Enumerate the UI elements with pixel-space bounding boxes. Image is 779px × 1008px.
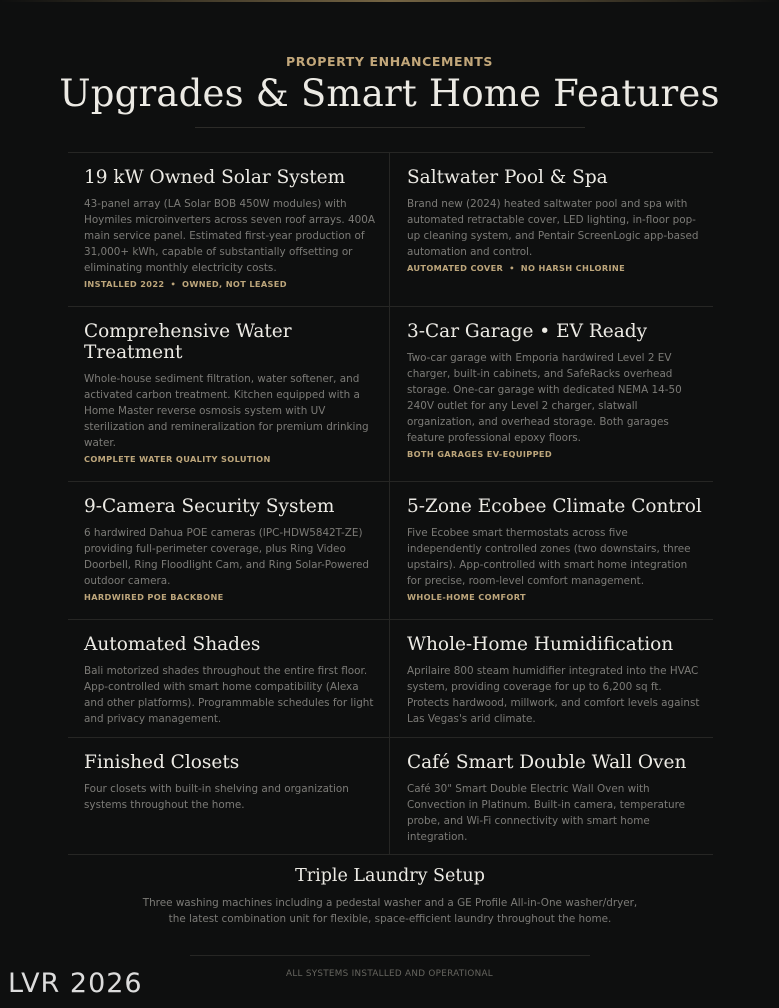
features-row — [68, 620, 713, 738]
feature-description: Café 30" Smart Double Electric Wall Oven with Convection in Platinum. Built-in camera, temperature probe, and Wi-Fi connectivity with smart home integration. — [407, 783, 686, 843]
features-grid — [68, 152, 713, 855]
feature-description: Four closets with built-in shelving and organization systems throughout the home. — [84, 783, 349, 811]
feature-tag — [84, 279, 375, 289]
feature-title: Saltwater Pool & Spa — [407, 167, 608, 188]
tag-separator: • — [170, 279, 177, 289]
watermark: LVR 2026 — [8, 968, 143, 999]
tag-separator: • — [509, 263, 515, 273]
feature-card-closets — [68, 738, 390, 854]
feature-description: Whole-house sediment filtration, water softener, and activated carbon treatment. Kitchen equipped with a Home Master reverse osmosis system with UV sterilization and remineralization for premium drinking water. — [84, 373, 369, 449]
feature-card-humidification — [390, 620, 713, 737]
features-row — [68, 307, 713, 482]
feature-title: Triple Laundry Setup — [295, 866, 485, 886]
feature-title: 3-Car Garage • EV Ready — [407, 321, 648, 342]
top-accent-line — [0, 0, 779, 2]
features-row — [68, 738, 713, 855]
feature-card-solar — [68, 153, 390, 306]
feature-card-pool — [390, 153, 713, 306]
title-divider — [195, 127, 585, 128]
feature-description: Brand new (2024) heated saltwater pool and spa with automated retractable cover, LED lighting, in-floor pop-up cleaning system, and Pentair ScreenLogic app-based automation and control. — [407, 198, 699, 258]
feature-card-garage — [390, 307, 713, 481]
feature-title: 19 kW Owned Solar System — [84, 167, 346, 188]
feature-tag-2: NO HARSH CHLORINE — [520, 263, 626, 273]
feature-title: Café Smart Double Wall Oven — [407, 752, 687, 773]
feature-title: 5-Zone Ecobee Climate Control — [407, 496, 702, 517]
feature-tag-2: OWNED, NOT LEASED — [182, 279, 287, 289]
feature-description: Three washing machines including a pedestal washer and a GE Profile All-in-One washer/dryer, the latest combination unit for flexible, space-efficient laundry throughout the home. — [142, 897, 638, 925]
feature-tag — [407, 263, 703, 273]
feature-title: Whole-Home Humidification — [407, 634, 674, 655]
feature-tag: COMPLETE WATER QUALITY SOLUTION — [84, 454, 271, 464]
section-eyebrow: PROPERTY ENHANCEMENTS — [286, 54, 493, 69]
page-title: Upgrades & Smart Home Features — [59, 72, 720, 115]
footer-status: ALL SYSTEMS INSTALLED AND OPERATIONAL — [286, 969, 493, 979]
feature-tag-1: INSTALLED 2022 — [84, 279, 165, 289]
feature-card-laundry — [140, 866, 640, 927]
feature-card-climate — [390, 482, 713, 619]
feature-title: Automated Shades — [84, 634, 261, 655]
feature-description: Aprilaire 800 steam humidifier integrated into the HVAC system, providing coverage for up to 6,200 sq ft. Protects hardwood, millwork, and comfort levels against Las Vegas's arid climate. — [407, 665, 700, 725]
feature-description: 6 hardwired Dahua POE cameras (IPC-HDW5842T-ZE) providing full-perimeter coverage, plus Ring Video Doorbell, Ring Floodlight Cam, and Ring Solar-Powered outdoor camera. — [84, 527, 369, 587]
feature-tag-1: AUTOMATED COVER — [407, 263, 504, 273]
feature-tag: WHOLE-HOME COMFORT — [407, 592, 526, 602]
features-row — [68, 153, 713, 307]
feature-description: Five Ecobee smart thermostats across five independently controlled zones (two downstairs, three upstairs). App-controlled with smart home integration for precise, room-level comfort management. — [407, 527, 691, 587]
feature-title: 9-Camera Security System — [84, 496, 335, 517]
feature-description: 43-panel array (LA Solar BOB 450W modules) with Hoymiles microinverters across seven roof arrays. 400A main service panel. Estimated first-year production of 31,000+ kWh, capable of substantially offsetting or eliminating monthly electricity costs. — [84, 198, 375, 274]
footer-divider — [190, 955, 590, 956]
feature-title: Comprehensive Water Treatment — [84, 321, 292, 363]
feature-tag: BOTH GARAGES EV-EQUIPPED — [407, 449, 553, 459]
feature-description: Two-car garage with Emporia hardwired Level 2 EV charger, built-in cabinets, and SafeRacks overhead storage. One-car garage with dedicated NEMA 14-50 240V outlet for any Level 2 charger, slatwall organization, and overhead storage. Both garages feature professional epoxy floors. — [407, 352, 682, 444]
feature-card-water — [68, 307, 390, 481]
feature-card-security — [68, 482, 390, 619]
feature-card-shades — [68, 620, 390, 737]
features-row — [68, 482, 713, 620]
feature-card-oven — [390, 738, 713, 854]
feature-description: Bali motorized shades throughout the entire first floor. App-controlled with smart home compatibility (Alexa and other platforms). Programmable schedules for light and privacy management. — [84, 665, 374, 725]
feature-title: Finished Closets — [84, 752, 240, 773]
feature-tag: HARDWIRED POE BACKBONE — [84, 592, 224, 602]
